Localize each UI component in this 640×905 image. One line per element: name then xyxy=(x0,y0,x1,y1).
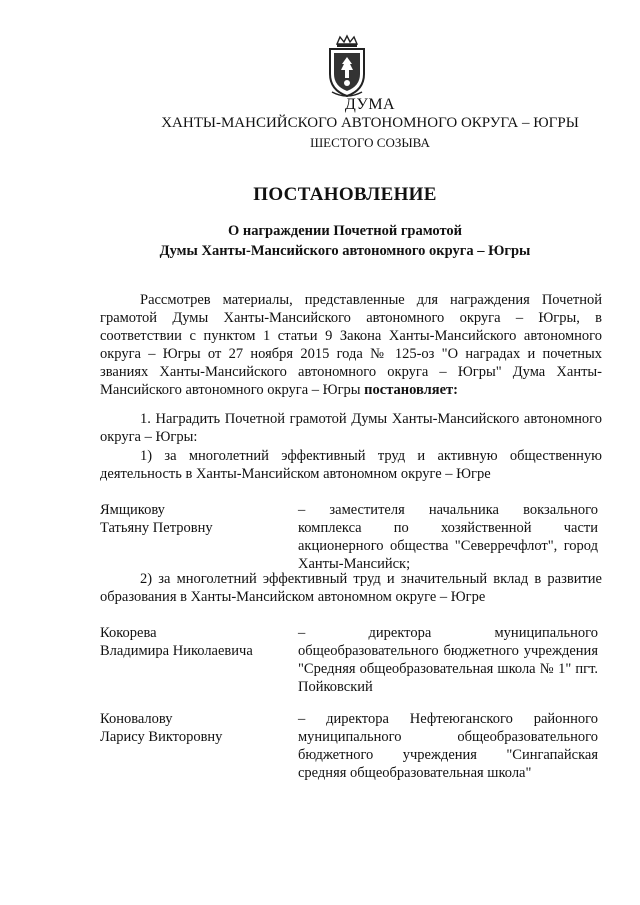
subtitle-line-2: Думы Ханты-Мансийского автономного округа – Югры xyxy=(159,243,531,259)
awardee-given-name: Владимира Николаевича xyxy=(100,643,253,659)
awardee-name xyxy=(100,624,290,660)
subitem-2-paragraph: 2) за многолетний эффективный труд и значительный вклад в развитие образования в Ханты-Мансийском автономном округе – Югре xyxy=(100,571,602,605)
document-title: ПОСТАНОВЛЕНИЕ xyxy=(253,184,437,205)
awardee-given-name: Татьяну Петровну xyxy=(100,520,213,536)
awardee-surname: Кокорева xyxy=(100,625,157,641)
duma-heading: ДУМА xyxy=(344,96,396,113)
awardee-name xyxy=(100,710,290,746)
item-1-paragraph: 1. Наградить Почетной грамотой Думы Ханты-Мансийского автономного округа – Югры: xyxy=(100,411,602,445)
okrug-heading: ХАНТЫ-МАНСИЙСКОГО АВТОНОМНОГО ОКРУГА – ЮГРЫ xyxy=(161,115,579,131)
awardee-position: – директора муниципального общеобразовательного бюджетного учреждения "Средняя общеобразовательная школа № 1" пгт. Пойковский xyxy=(298,625,598,695)
awardee-position: – заместителя начальника вокзального комплекса по хозяйственной части акционерного общества "Северречфлот", город Ханты-Мансийск; xyxy=(298,502,598,572)
convocation-heading: ШЕСТОГО СОЗЫВА xyxy=(310,135,430,150)
awardee-surname: Коновалову xyxy=(100,711,173,727)
awardee-surname: Ямщикову xyxy=(100,502,165,518)
preamble-text: Рассмотрев материалы, представленные для награждения Почетной грамотой Думы Ханты-Мансийского автономного округа – Югры, в соответствии с пунктом 1 статьи 9 Закона Ханты-Мансийского автономного округа – Югры от 27 ноября 2015 года № 125-оз "О наградах и почетных званиях Ханты-Мансийского автономного округа – Югры" Дума Ханты-Мансийского автономного округа – Югры xyxy=(100,292,602,398)
subtitle-line-1: О награждении Почетной грамотой xyxy=(227,223,463,239)
awardee-given-name: Ларису Викторовну xyxy=(100,729,223,745)
subitem-1-paragraph: 1) за многолетний эффективный труд и активную общественную деятельность в Ханты-Мансийском автономном округе – Югре xyxy=(100,448,602,482)
preamble-resolution-word: постановляет: xyxy=(364,382,458,398)
khmao-coat-of-arms-icon xyxy=(322,34,372,100)
awardee-name xyxy=(100,501,290,537)
preamble-paragraph xyxy=(100,291,602,399)
awardee-position: – директора Нефтеюганского районного муниципального общеобразовательного бюджетного учреждения "Сингапайская средняя общеобразовательная школа" xyxy=(298,711,598,781)
